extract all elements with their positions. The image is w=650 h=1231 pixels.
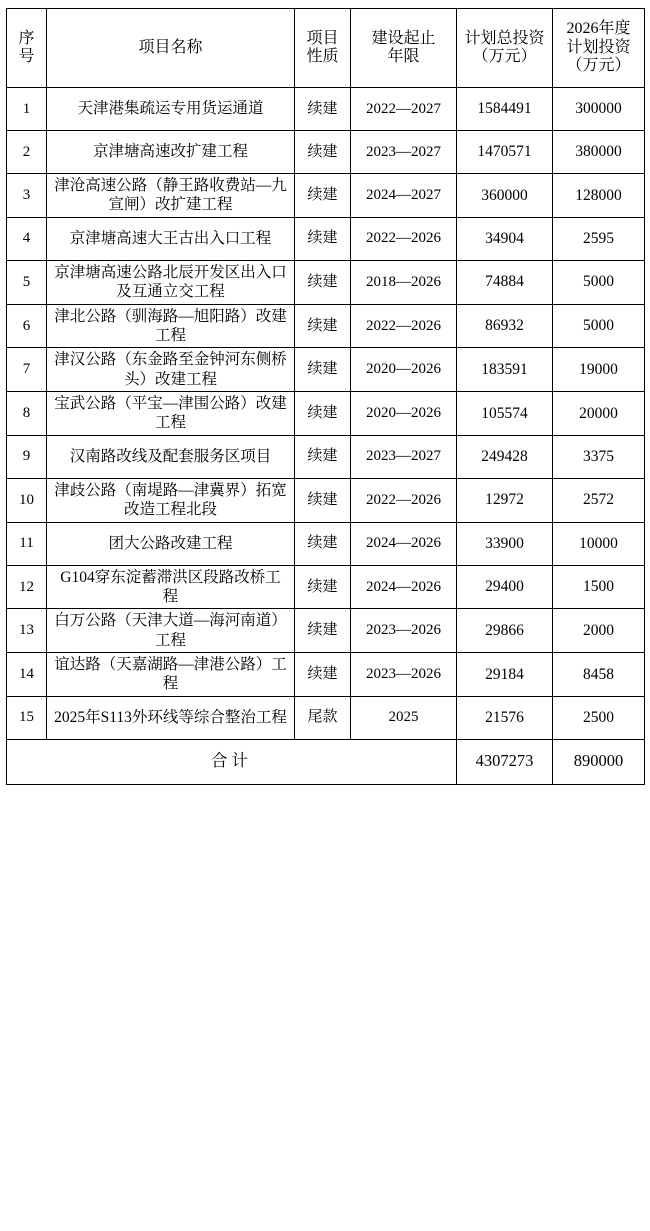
cell-total-investment: 183591 [457, 348, 553, 392]
cell-seq: 11 [7, 522, 47, 565]
cell-project-name: 团大公路改建工程 [47, 522, 295, 565]
header-year-investment [553, 9, 645, 88]
cell-period: 2024—2027 [351, 174, 457, 218]
header-seq-line1: 序 [18, 29, 35, 47]
cell-project-type: 续建 [295, 88, 351, 131]
cell-project-name: 津歧公路（南堤路—津冀界）拓宽改造工程北段 [47, 478, 295, 522]
cell-total-investment: 105574 [457, 392, 553, 436]
cell-project-name: 谊达路（天嘉湖路—津港公路）工程 [47, 653, 295, 697]
cell-total-investment: 33900 [457, 522, 553, 565]
cell-year-investment: 5000 [553, 304, 645, 348]
table-row [7, 392, 645, 436]
cell-project-name: 津汉公路（东金路至金钟河东侧桥头）改建工程 [47, 348, 295, 392]
cell-project-name: G104穿东淀蓄滞洪区段路改桥工程 [47, 565, 295, 609]
cell-seq: 4 [7, 217, 47, 260]
cell-year-investment: 5000 [553, 260, 645, 304]
cell-year-investment: 2572 [553, 478, 645, 522]
table-row [7, 522, 645, 565]
table-row [7, 696, 645, 739]
cell-project-name: 天津港集疏运专用货运通道 [47, 88, 295, 131]
cell-year-investment: 380000 [553, 131, 645, 174]
header-period [351, 9, 457, 88]
header-year-line1: 2026年度 [566, 20, 631, 38]
cell-project-name: 津北公路（驯海路—旭阳路）改建工程 [47, 304, 295, 348]
cell-year-investment: 10000 [553, 522, 645, 565]
table-row [7, 609, 645, 653]
cell-period: 2018—2026 [351, 260, 457, 304]
table-footer [7, 739, 645, 784]
cell-year-investment: 2000 [553, 609, 645, 653]
cell-project-name: 京津塘高速大王古出入口工程 [47, 217, 295, 260]
cell-period: 2025 [351, 696, 457, 739]
cell-seq: 15 [7, 696, 47, 739]
cell-project-type: 续建 [295, 478, 351, 522]
cell-total-investment: 29184 [457, 653, 553, 697]
table-row [7, 435, 645, 478]
cell-total-investment: 74884 [457, 260, 553, 304]
table-row [7, 174, 645, 218]
cell-seq: 14 [7, 653, 47, 697]
cell-year-investment: 300000 [553, 88, 645, 131]
header-seq [7, 9, 47, 88]
cell-project-type: 续建 [295, 348, 351, 392]
table-header [7, 9, 645, 88]
cell-total-investment: 29400 [457, 565, 553, 609]
cell-year-investment: 1500 [553, 565, 645, 609]
cell-period: 2023—2026 [351, 653, 457, 697]
table-row [7, 478, 645, 522]
footer-total-label: 合计 [7, 739, 457, 784]
cell-period: 2022—2027 [351, 88, 457, 131]
cell-project-type: 续建 [295, 435, 351, 478]
cell-total-investment: 86932 [457, 304, 553, 348]
cell-period: 2023—2027 [351, 435, 457, 478]
table-row [7, 131, 645, 174]
cell-project-name: 京津塘高速改扩建工程 [47, 131, 295, 174]
header-type-line1: 项目 [306, 29, 339, 47]
cell-year-investment: 19000 [553, 348, 645, 392]
cell-total-investment: 360000 [457, 174, 553, 218]
cell-project-type: 续建 [295, 522, 351, 565]
cell-period: 2024—2026 [351, 565, 457, 609]
footer-row [7, 739, 645, 784]
header-row [7, 9, 645, 88]
cell-seq: 3 [7, 174, 47, 218]
cell-year-investment: 8458 [553, 653, 645, 697]
header-period-line1: 建设起止 [371, 29, 436, 47]
cell-project-type: 续建 [295, 304, 351, 348]
table-row [7, 217, 645, 260]
cell-period: 2022—2026 [351, 478, 457, 522]
cell-seq: 6 [7, 304, 47, 348]
cell-seq: 12 [7, 565, 47, 609]
cell-project-name: 宝武公路（平宝—津围公路）改建工程 [47, 392, 295, 436]
header-type-line2: 性质 [306, 48, 339, 65]
cell-project-type: 续建 [295, 653, 351, 697]
cell-period: 2024—2026 [351, 522, 457, 565]
cell-project-type: 续建 [295, 609, 351, 653]
header-name: 项目名称 [47, 9, 295, 88]
cell-project-type: 续建 [295, 565, 351, 609]
cell-project-name: 京津塘高速公路北辰开发区出入口及互通立交工程 [47, 260, 295, 304]
cell-project-type: 续建 [295, 131, 351, 174]
cell-project-type: 续建 [295, 174, 351, 218]
cell-seq: 10 [7, 478, 47, 522]
cell-total-investment: 249428 [457, 435, 553, 478]
cell-seq: 1 [7, 88, 47, 131]
cell-year-investment: 128000 [553, 174, 645, 218]
cell-period: 2020—2026 [351, 348, 457, 392]
cell-seq: 9 [7, 435, 47, 478]
cell-total-investment: 12972 [457, 478, 553, 522]
cell-total-investment: 29866 [457, 609, 553, 653]
table-row [7, 260, 645, 304]
cell-year-investment: 3375 [553, 435, 645, 478]
cell-project-type: 尾款 [295, 696, 351, 739]
footer-total-investment: 4307273 [457, 739, 553, 784]
cell-project-name: 汉南路改线及配套服务区项目 [47, 435, 295, 478]
footer-year-investment: 890000 [553, 739, 645, 784]
table-body [7, 88, 645, 740]
table-row [7, 565, 645, 609]
cell-project-type: 续建 [295, 260, 351, 304]
cell-project-type: 续建 [295, 217, 351, 260]
header-total-line1: 计划总投资 [464, 29, 545, 47]
cell-seq: 5 [7, 260, 47, 304]
cell-period: 2020—2026 [351, 392, 457, 436]
cell-period: 2022—2026 [351, 304, 457, 348]
cell-total-investment: 21576 [457, 696, 553, 739]
cell-project-name: 津沧高速公路（静王路收费站—九宣闸）改扩建工程 [47, 174, 295, 218]
header-total-line2: （万元） [472, 48, 537, 65]
project-investment-table [6, 8, 645, 785]
cell-year-investment: 2595 [553, 217, 645, 260]
header-year-line3: （万元） [566, 57, 631, 75]
cell-project-name: 白万公路（天津大道—海河南道）工程 [47, 609, 295, 653]
cell-total-investment: 1584491 [457, 88, 553, 131]
cell-year-investment: 2500 [553, 696, 645, 739]
table-row [7, 88, 645, 131]
cell-year-investment: 20000 [553, 392, 645, 436]
table-row [7, 653, 645, 697]
header-period-line2: 年限 [387, 48, 420, 65]
header-seq-line2: 号 [18, 48, 35, 65]
header-type [295, 9, 351, 88]
cell-seq: 8 [7, 392, 47, 436]
table-row [7, 348, 645, 392]
table-row [7, 304, 645, 348]
cell-seq: 7 [7, 348, 47, 392]
cell-period: 2023—2027 [351, 131, 457, 174]
cell-period: 2022—2026 [351, 217, 457, 260]
cell-seq: 2 [7, 131, 47, 174]
cell-total-investment: 1470571 [457, 131, 553, 174]
cell-period: 2023—2026 [351, 609, 457, 653]
header-total-investment [457, 9, 553, 88]
header-year-line2: 计划投资 [566, 38, 631, 56]
cell-project-name: 2025年S113外环线等综合整治工程 [47, 696, 295, 739]
cell-total-investment: 34904 [457, 217, 553, 260]
cell-project-type: 续建 [295, 392, 351, 436]
cell-seq: 13 [7, 609, 47, 653]
